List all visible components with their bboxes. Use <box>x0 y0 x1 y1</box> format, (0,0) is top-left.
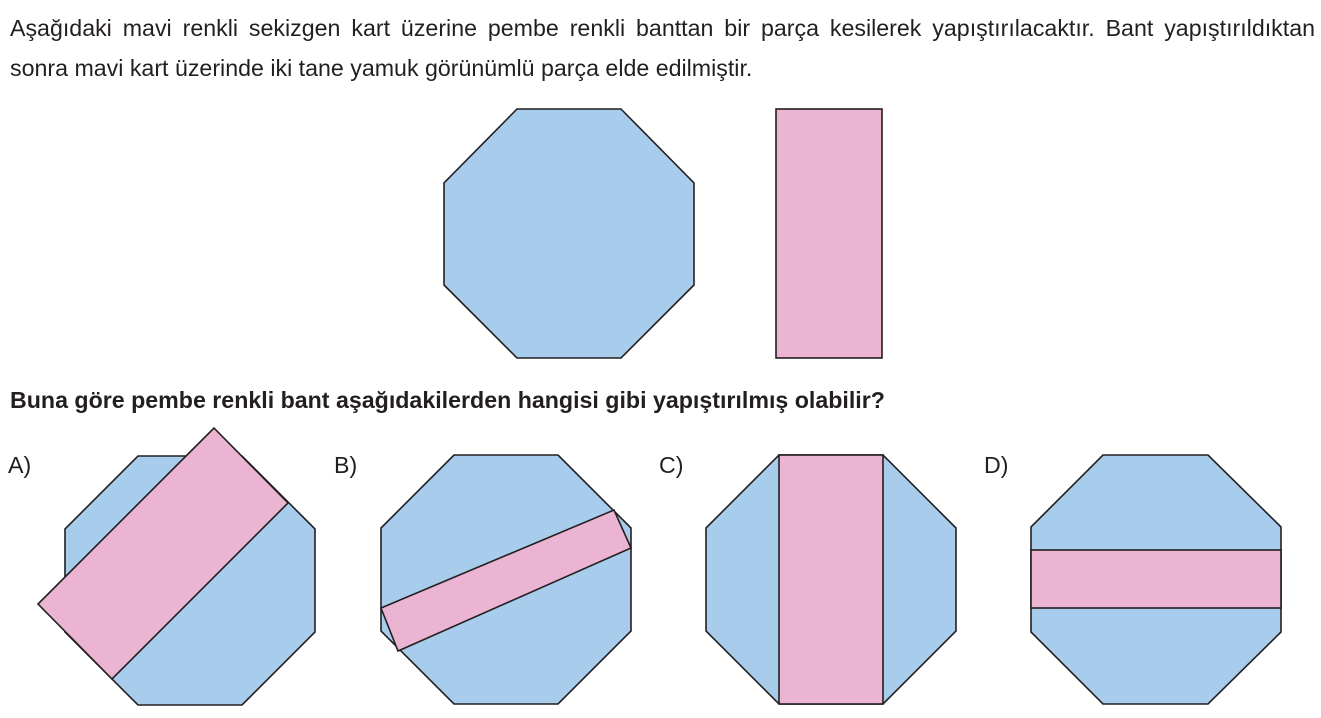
option-a-figure[interactable] <box>38 428 315 705</box>
pink-tape-strip <box>776 109 882 358</box>
option-d-label[interactable]: D) <box>984 452 1009 478</box>
question-text: Buna göre pembe renkli bant aşağıdakilerden hangisi gibi yapıştırılmış olabilir? <box>10 387 885 413</box>
option-c-figure[interactable] <box>706 455 956 704</box>
option-b-figure[interactable] <box>381 455 631 704</box>
blue-octagon-card <box>444 109 694 358</box>
option-d-figure[interactable] <box>1031 455 1281 704</box>
option-a-label[interactable]: A) <box>8 452 32 478</box>
option-c-label[interactable]: C) <box>659 452 684 478</box>
given-figures <box>444 109 882 358</box>
intro-text: Aşağıdaki mavi renkli sekizgen kart üzerine pembe renkli banttan bir parça kesilerek yapıştırılacaktır. Bant yapıştırıldıktan sonra mavi kart üzerinde iki tane yamuk görünümlü parça elde edilmiştir. <box>10 15 1315 81</box>
option-d-tape <box>1031 550 1281 608</box>
option-b-label[interactable]: B) <box>334 452 358 478</box>
option-c-tape <box>779 455 883 704</box>
